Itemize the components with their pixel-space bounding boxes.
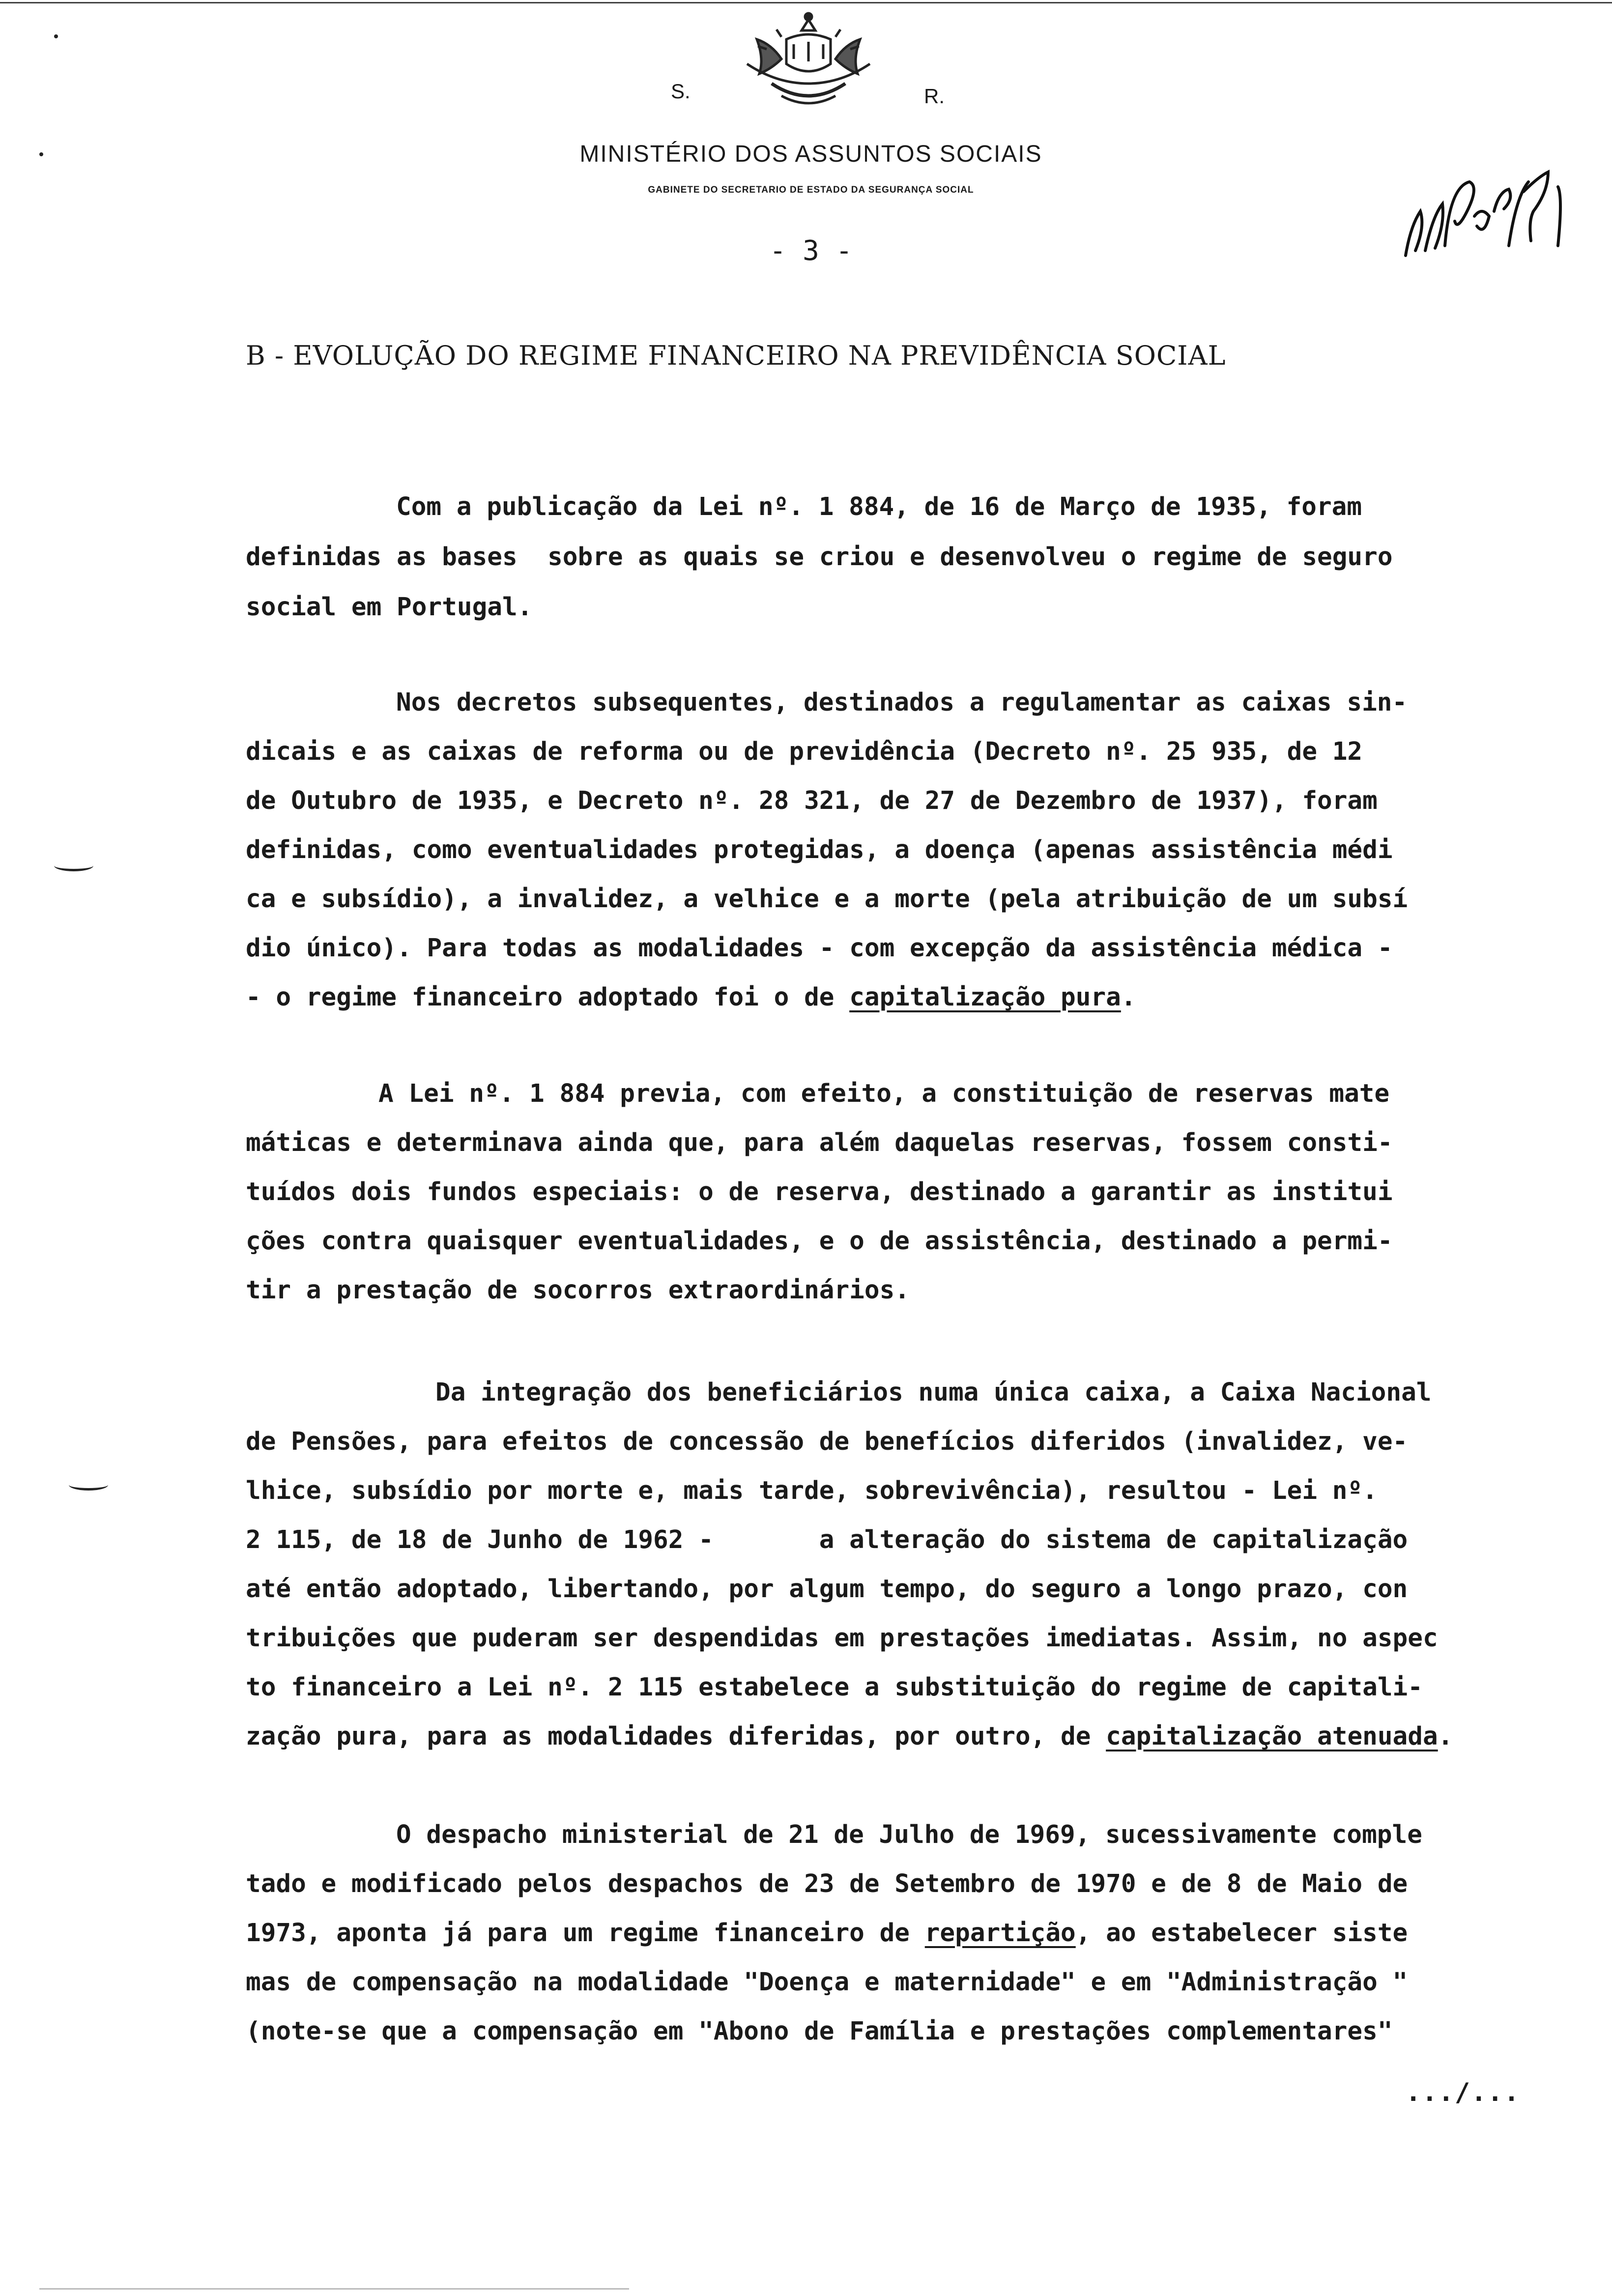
continuation-mark: .../...	[1406, 2078, 1521, 2107]
text-line: tado e modificado pelos despachos de 23 de Setembro de 1970 e de 8 de Maio de	[246, 1869, 1408, 1898]
bottom-rule	[39, 2288, 629, 2290]
text-fragment: , ao estabelecer siste	[1075, 1919, 1408, 1948]
text-fragment: - o regime financeiro adoptado foi o de	[246, 983, 850, 1012]
text-line: 2 115, de 18 de Junho de 1962 - a alteração do sistema de capitalização	[246, 1525, 1408, 1554]
text-line: definidas as bases sobre as quais se criou e desenvolveu o regime de seguro	[246, 543, 1393, 572]
text-fragment: .	[1121, 983, 1136, 1012]
underlined-term-capitalizacao-atenuada: capitalização atenuada	[1106, 1722, 1438, 1751]
text-line: de Outubro de 1935, e Decreto nº. 28 321, de 27 de Dezembro de 1937), foram	[246, 786, 1378, 815]
text-line: A Lei nº. 1 884 previa, com efeito, a constituição de reservas mate	[378, 1079, 1390, 1108]
underlined-term-capitalizacao-pura: capitalização pura	[849, 983, 1121, 1012]
text-line: tir a prestação de socorros extraordinários.	[246, 1276, 910, 1305]
coat-of-arms-seal	[727, 10, 890, 118]
handwritten-signature	[1396, 157, 1583, 275]
top-rule	[0, 2, 1612, 3]
section-title: B - EVOLUÇÃO DO REGIME FINANCEIRO NA PREVIDÊNCIA SOCIAL	[246, 340, 1226, 371]
text-line	[246, 985, 1136, 1010]
text-line: dicais e as caixas de reforma ou de previdência (Decreto nº. 25 935, de 12	[246, 737, 1363, 766]
margin-dot	[39, 152, 43, 156]
text-line: to financeiro a Lei nº. 2 115 estabelece a substituição do regime de capitali-	[246, 1673, 1423, 1702]
text-line: ções contra quaisquer eventualidades, e o de assistência, destinado a permi-	[246, 1227, 1393, 1256]
margin-mark	[54, 860, 93, 871]
text-line: Da integração dos beneficiários numa única caixa, a Caixa Nacional	[435, 1378, 1432, 1407]
text-line	[246, 1724, 1453, 1749]
seal-letter-right: R.	[924, 85, 945, 108]
margin-dot	[54, 34, 58, 38]
text-line: tribuições que puderam ser despendidas em prestações imediatas. Assim, no aspec	[246, 1624, 1438, 1653]
text-line: até então adoptado, libertando, por algum tempo, do seguro a longo prazo, con	[246, 1575, 1408, 1604]
text-line: Nos decretos subsequentes, destinados a regulamentar as caixas sin-	[396, 688, 1408, 717]
text-line: (note-se que a compensação em "Abono de Família e prestações complementares"	[246, 2017, 1393, 2046]
ministry-name: MINISTÉRIO DOS ASSUNTOS SOCIAIS	[579, 141, 1042, 167]
margin-mark	[69, 1479, 108, 1491]
text-line: de Pensões, para efeitos de concessão de benefícios diferidos (invalidez, ve-	[246, 1427, 1408, 1456]
text-line: O despacho ministerial de 21 de Julho de 1969, sucessivamente comple	[396, 1820, 1422, 1849]
page-number: - 3 -	[769, 235, 853, 267]
text-line: lhice, subsídio por morte e, mais tarde, sobrevivência), resultou - Lei nº.	[246, 1476, 1378, 1505]
text-line: dio único). Para todas as modalidades - com excepção da assistência médica -	[246, 934, 1393, 963]
text-line: tuídos dois fundos especiais: o de reserva, destinado a garantir as institui	[246, 1177, 1393, 1206]
text-fragment: zação pura, para as modalidades diferidas, por outro, de	[246, 1722, 1106, 1751]
underlined-term-reparticao: repartição	[924, 1919, 1076, 1948]
text-line: mas de compensação na modalidade "Doença e maternidade" e em "Administração "	[246, 1968, 1408, 1997]
cabinet-name: GABINETE DO SECRETARIO DE ESTADO DA SEGURANÇA SOCIAL	[648, 185, 974, 195]
text-fragment: .	[1438, 1722, 1453, 1751]
text-line: social em Portugal.	[246, 593, 533, 622]
text-line: ca e subsídio), a invalidez, a velhice e a morte (pela atribuição de um subsí	[246, 885, 1408, 914]
text-line: definidas, como eventualidades protegidas, a doença (apenas assistência médi	[246, 835, 1393, 864]
text-fragment: 1973, aponta já para um regime financeiro de	[246, 1919, 925, 1948]
text-line: Com a publicação da Lei nº. 1 884, de 16 de Março de 1935, foram	[396, 492, 1362, 521]
text-line: máticas e determinava ainda que, para além daquelas reservas, fossem consti-	[246, 1128, 1393, 1157]
seal-letter-left: S.	[671, 80, 691, 103]
text-line	[246, 1921, 1408, 1946]
